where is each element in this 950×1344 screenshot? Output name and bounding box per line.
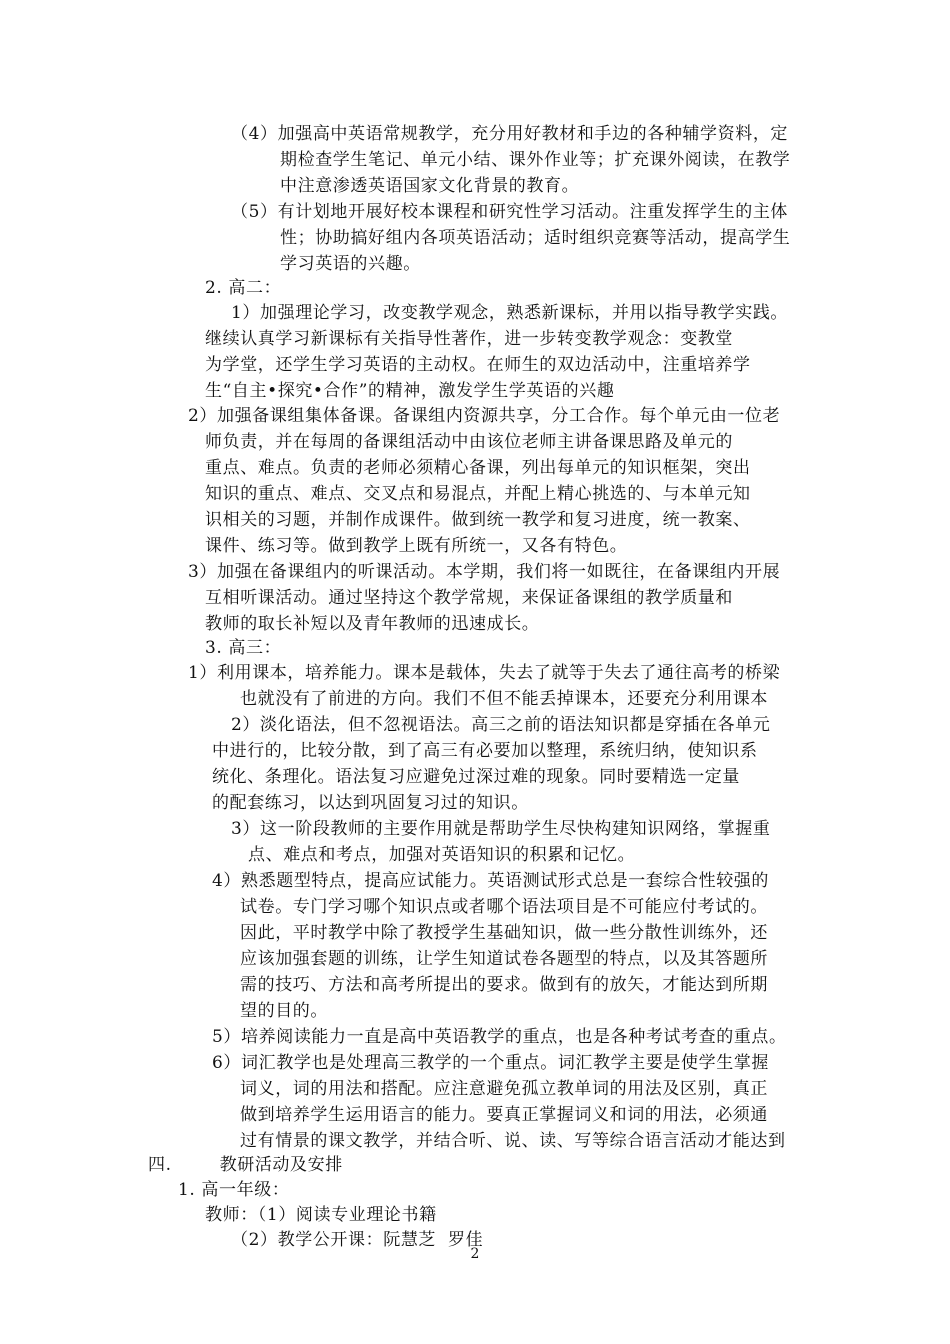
text-line-2: 期检查学生笔记、单元小结、课外作业等；扩充课外阅读，在教学: [280, 150, 791, 170]
text-line-12: 2）加强备课组集体备课。备课组内资源共享，分工合作。每个单元由一位老: [188, 406, 781, 426]
text-line-4: （5）有计划地开展好校本课程和研究性学习活动。注重发挥学生的主体: [231, 202, 789, 222]
text-line-29: 点、难点和考点，加强对英语知识的积累和记忆。: [248, 845, 636, 865]
text-line-11: 生“自主•探究•合作”的精神，激发学生学英语的兴趣: [205, 381, 615, 401]
text-line-22: 1）利用课本，培养能力。课本是载体，失去了就等于失去了通往高考的桥梁: [188, 663, 781, 683]
text-line-15: 知识的重点、难点、交叉点和易混点，并配上精心挑选的、与本单元知: [205, 484, 751, 504]
page-number: 2: [470, 1246, 480, 1262]
text-line-31: 试卷。专门学习哪个知识点或者哪个语法项目是不可能应付考试的。: [240, 897, 768, 917]
text-line-44: （2）教学公开课：阮慧芝 罗佳: [231, 1230, 484, 1250]
text-line-26: 统化、条理化。语法复习应避免过深过难的现象。同时要精选一定量: [212, 767, 740, 787]
text-line-27: 的配套练习，以达到巩固复习过的知识。: [212, 793, 529, 813]
text-line-8: 1）加强理论学习，改变教学观念，熟悉新课标，并用以指导教学实践。: [231, 303, 789, 323]
text-line-32: 因此，平时教学中除了教授学生基础知识，做一些分散性训练外，还: [240, 923, 768, 943]
text-line-30: 4）熟悉题型特点，提高应试能力。英语测试形式总是一套综合性较强的: [212, 871, 770, 891]
text-line-38: 词义，词的用法和搭配。应注意避免孤立教单词的用法及区别，真正: [240, 1079, 768, 1099]
text-line-5: 性；协助搞好组内各项英语活动；适时组织竞赛等活动，提高学生: [280, 228, 791, 248]
text-line-43: 教师：（1）阅读专业理论书籍: [205, 1205, 437, 1225]
text-line-25: 中进行的，比较分散，到了高三有必要加以整理，系统归纳，使知识系: [212, 741, 758, 761]
text-line-10: 为学堂，还学生学习英语的主动权。在师生的双边活动中，注重培养学: [205, 355, 751, 375]
text-line-34: 需的技巧、方法和高考所提出的要求。做到有的放矢，才能达到所期: [240, 975, 768, 995]
text-line-23: 也就没有了前进的方向。我们不但不能丢掉课本，还要充分利用课本: [240, 689, 768, 709]
text-line-13: 师负责，并在每周的备课组活动中由该位老师主讲备课思路及单元的: [205, 432, 733, 452]
text-line-9: 继续认真学习新课标有关指导性著作，进一步转变教学观念：变教堂: [205, 329, 733, 349]
text-line-18: 3）加强在备课组内的听课活动。本学期，我们将一如既往，在备课组内开展: [188, 562, 781, 582]
text-line-3: 中注意渗透英语国家文化背景的教育。: [280, 176, 580, 196]
text-line-33: 应该加强套题的训练，让学生知道试卷各题型的特点，以及其答题所: [240, 949, 768, 969]
text-line-37: 6）词汇教学也是处理高三教学的一个重点。词汇教学主要是使学生掌握: [212, 1053, 770, 1073]
text-line-35: 望的目的。: [240, 1001, 328, 1021]
text-line-19: 互相听课活动。通过坚持这个教学常规，来保证备课组的教学质量和: [205, 588, 733, 608]
text-line-40: 过有情景的课文教学，并结合听、说、读、写等综合语言活动才能达到: [240, 1131, 786, 1151]
text-line-36: 5）培养阅读能力一直是高中英语教学的重点，也是各种考试考查的重点。: [212, 1027, 787, 1047]
section-heading-grade3: 3. 高三：: [205, 638, 282, 658]
section-heading-grade1: 1. 高一年级：: [178, 1180, 290, 1200]
text-line-17: 课件、练习等。做到教学上既有所统一，又各有特色。: [205, 536, 628, 556]
text-line-24: 2）淡化语法，但不忽视语法。高三之前的语法知识都是穿插在各单元: [231, 715, 771, 735]
section-heading-activities: 四. 教研活动及安排: [148, 1155, 343, 1175]
text-line-14: 重点、难点。负责的老师必须精心备课，列出每单元的知识框架，突出: [205, 458, 751, 478]
text-line-20: 教师的取长补短以及青年教师的迅速成长。: [205, 614, 540, 634]
text-line-28: 3）这一阶段教师的主要作用就是帮助学生尽快构建知识网络，掌握重: [231, 819, 771, 839]
text-line-16: 识相关的习题，并制作成课件。做到统一教学和复习进度，统一教案、: [205, 510, 751, 530]
text-line-1: （4）加强高中英语常规教学，充分用好教材和手边的各种辅学资料，定: [231, 124, 789, 144]
section-heading-grade2: 2. 高二：: [205, 278, 282, 298]
text-line-39: 做到培养学生运用语言的能力。要真正掌握词义和词的用法，必须通: [240, 1105, 768, 1125]
text-line-6: 学习英语的兴趣。: [280, 254, 421, 274]
